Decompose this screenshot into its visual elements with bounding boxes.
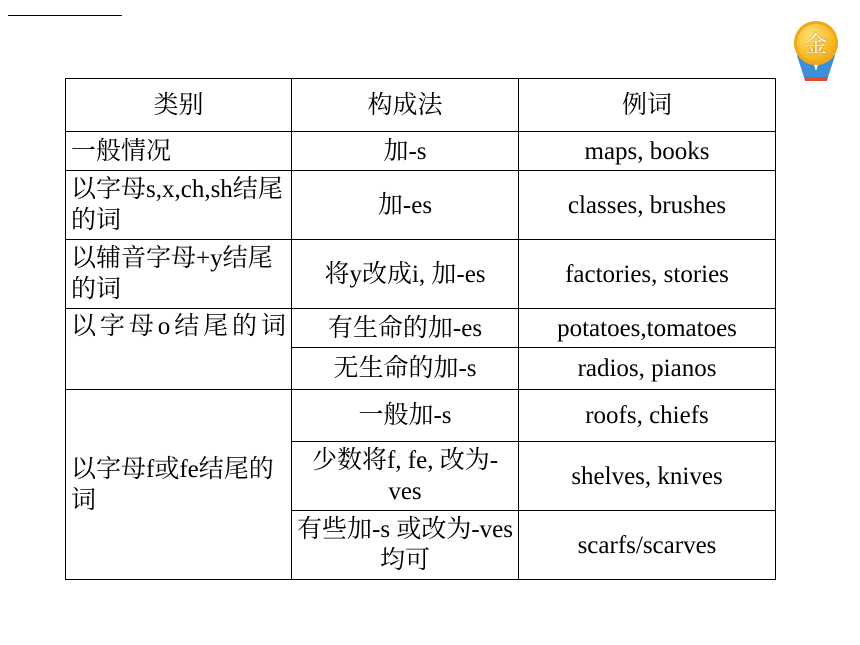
category-cell: 以字母s,x,ch,sh结尾的词 (66, 171, 292, 240)
rule-cell: 加-s (292, 132, 519, 171)
examples-cell: shelves, knives (519, 442, 776, 511)
rule-cell: 一般加-s (292, 390, 519, 442)
rule-cell: 将y改成i, 加-es (292, 240, 519, 309)
examples-cell: potatoes,tomatoes (519, 309, 776, 348)
rule-cell: 少数将f, fe, 改为-ves (292, 442, 519, 511)
rule-cell: 加-es (292, 171, 519, 240)
gold-medal-icon (792, 21, 840, 79)
table-row (66, 240, 776, 309)
examples-cell: scarfs/scarves (519, 511, 776, 580)
category-cell: 以字母f或fe结尾的词 (66, 390, 292, 580)
category-cell: 以字母o结尾的词 (66, 309, 292, 390)
medal-coin (794, 21, 838, 65)
header-examples: 例词 (519, 79, 776, 132)
table-row (66, 132, 776, 171)
rule-cell: 有生命的加-es (292, 309, 519, 348)
table-row (66, 309, 776, 348)
examples-cell: maps, books (519, 132, 776, 171)
top-rule (8, 15, 122, 16)
table-row (66, 390, 776, 442)
examples-cell: factories, stories (519, 240, 776, 309)
header-rule: 构成法 (292, 79, 519, 132)
medal-label: 金 (804, 32, 827, 58)
table-row (66, 171, 776, 240)
table-header-row (66, 79, 776, 132)
category-cell: 以辅音字母+y结尾的词 (66, 240, 292, 309)
examples-cell: classes, brushes (519, 171, 776, 240)
rule-cell: 有些加-s 或改为-ves均可 (292, 511, 519, 580)
rule-cell: 无生命的加-s (292, 348, 519, 390)
examples-cell: radios, pianos (519, 348, 776, 390)
examples-cell: roofs, chiefs (519, 390, 776, 442)
header-category: 类别 (66, 79, 292, 132)
plural-rules-table (65, 78, 776, 580)
category-cell: 一般情况 (66, 132, 292, 171)
